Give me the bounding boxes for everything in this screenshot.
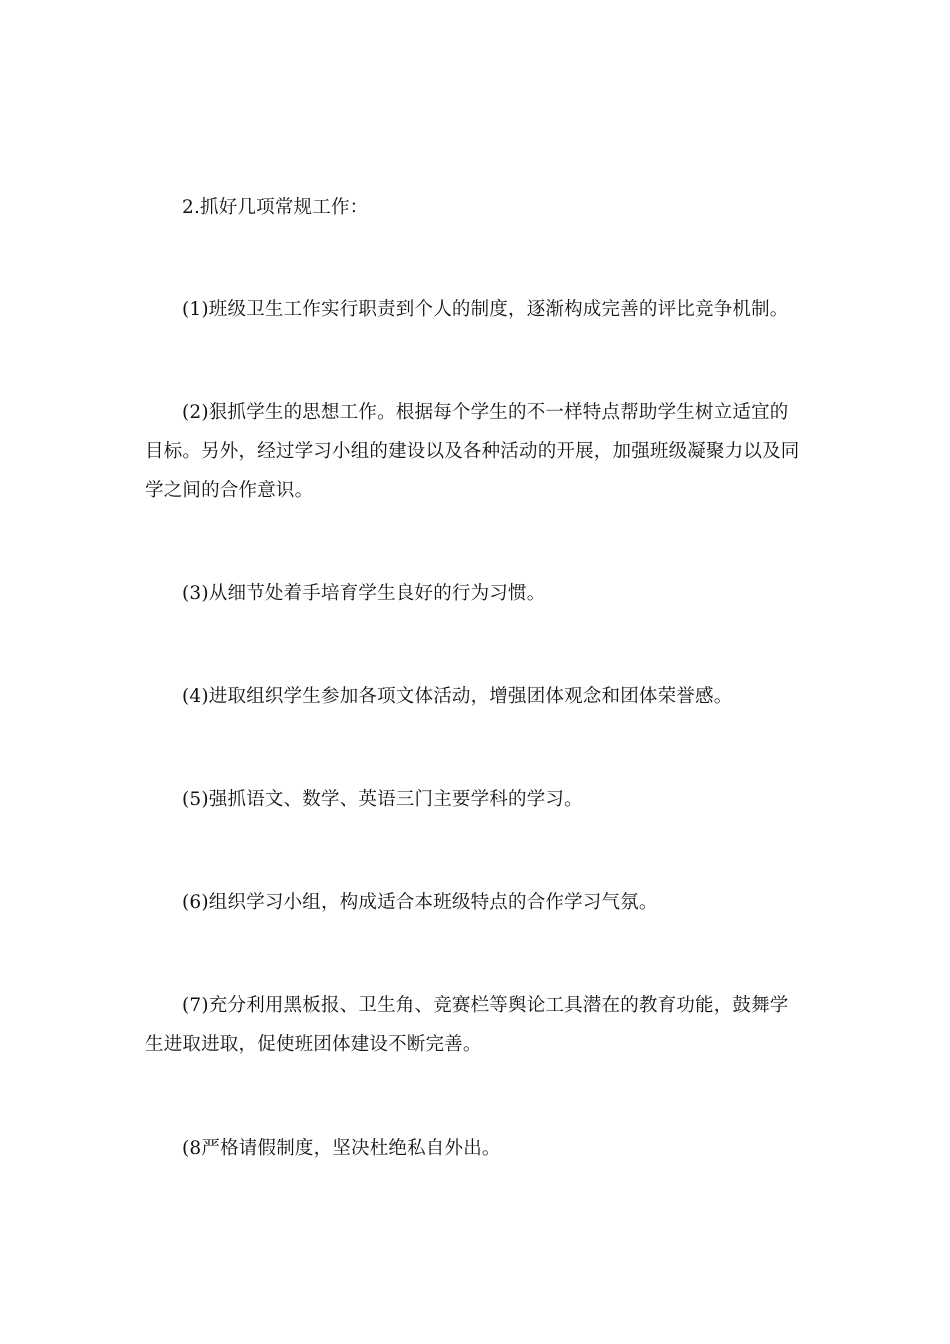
paragraph-item-7: (7)充分利用黑板报、卫生角、竞赛栏等舆论工具潜在的教育功能，鼓舞学生进取进取，促使班团体建设不断完善。 — [145, 995, 789, 1055]
paragraph-item-6: (6)组织学习小组，构成适合本班级特点的合作学习气氛。 — [182, 892, 658, 913]
paragraph-item-1: (1)班级卫生工作实行职责到个人的制度，逐渐构成完善的评比竞争机制。 — [182, 299, 789, 320]
paragraph-item-8: (8严格请假制度，坚决杜绝私自外出。 — [182, 1138, 501, 1159]
paragraph-item-2: (2)狠抓学生的思想工作。根据每个学生的不一样特点帮助学生树立适宜的目标。另外，经过学习小组的建设以及各种活动的开展，加强班级凝聚力以及同学之间的合作意识。 — [145, 402, 800, 501]
section-heading: 2.抓好几项常规工作： — [182, 197, 369, 218]
paragraph-item-5: (5)强抓语文、数学、英语三门主要学科的学习。 — [182, 789, 583, 810]
paragraph-item-3: (3)从细节处着手培育学生良好的行为习惯。 — [182, 583, 546, 604]
paragraph-item-4: (4)进取组织学生参加各项文体活动，增强团体观念和团体荣誉感。 — [182, 686, 733, 707]
